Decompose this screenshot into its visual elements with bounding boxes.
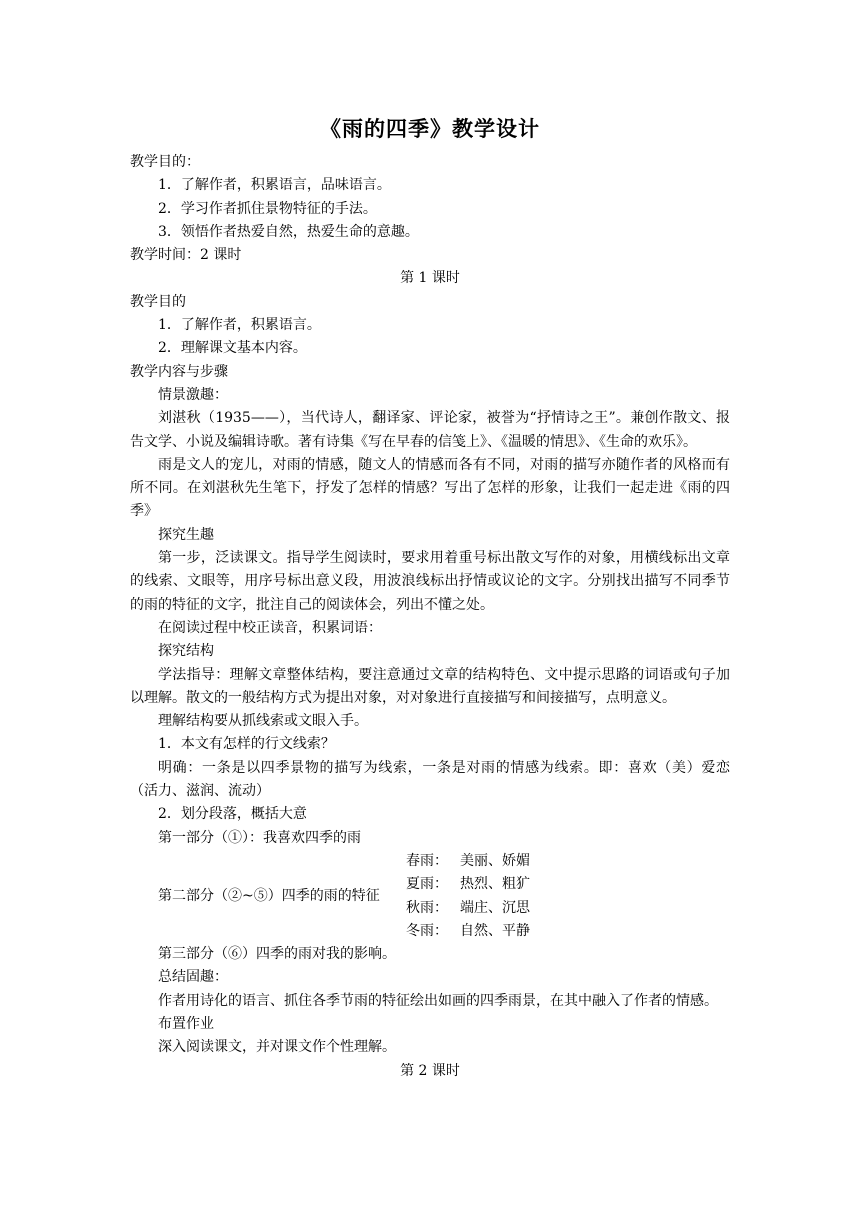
lesson-1-goal-item: 2．理解课文基本内容。 bbox=[158, 340, 307, 357]
season-name: 秋雨： bbox=[406, 899, 448, 916]
goal-item: 1．了解作者，积累语言，品味语言。 bbox=[158, 177, 391, 194]
section-heading: 总结固趣： bbox=[158, 969, 228, 986]
season-name: 夏雨： bbox=[406, 876, 448, 893]
lesson-2-heading: 第 2 课时 bbox=[400, 1062, 460, 1079]
part-one: 第一部分（①）：我喜欢四季的雨 bbox=[158, 829, 361, 846]
part-two: 第二部分（②~⑤）四季的雨的特征 bbox=[158, 887, 380, 904]
answer: 明确：一条是以四季景物的描写为线索，一条是对雨的情感为线索。即：喜欢（美）爱恋（活力、滋润、流动） bbox=[130, 759, 730, 800]
question: 2．划分段落，概括大意 bbox=[158, 806, 307, 823]
season-desc: 端庄、沉思 bbox=[460, 899, 530, 916]
goal-heading: 教学目的： bbox=[130, 154, 200, 170]
season-name: 冬雨： bbox=[406, 922, 448, 939]
section-heading: 探究结构 bbox=[158, 643, 214, 660]
season-desc: 热烈、粗犷 bbox=[460, 876, 530, 893]
document-title: 《雨的四季》教学设计 bbox=[320, 117, 540, 141]
goal-item: 3．领悟作者热爱自然，热爱生命的意趣。 bbox=[158, 223, 419, 240]
season-row bbox=[406, 897, 730, 920]
section-heading: 情景激趣： bbox=[158, 386, 228, 403]
paragraph: 理解结构要从抓线索或文眼入手。 bbox=[158, 713, 368, 730]
paragraph: 学法指导：理解文章整体结构，要注意通过文章的结构特色、文中提示思路的词语或句子加以理解。散文的一般结构方式为提出对象，对对象进行直接描写和间接描写，点明意义。 bbox=[130, 666, 730, 706]
paragraph: 刘湛秋（1935——），当代诗人，翻译家、评论家，被誉为“抒情诗之王”。兼创作散文、报告文学、小说及编辑诗歌。著有诗集《写在早春的信笺上》、《温暖的情思》、《生命的欢乐》。 bbox=[130, 410, 730, 450]
teaching-time: 教学时间：2 课时 bbox=[130, 247, 242, 264]
season-row bbox=[406, 873, 730, 896]
steps-heading: 教学内容与步骤 bbox=[130, 363, 228, 380]
season-name: 春雨： bbox=[406, 852, 448, 869]
season-desc: 美丽、娇媚 bbox=[460, 852, 530, 869]
paragraph: 第一步，泛读课文。指导学生阅读时，要求用着重号标出散文写作的对象，用横线标出文章的线索、文眼等，用序号标出意义段，用波浪线标出抒情或议论的文字。分别找出描写不同季节的雨的特征的文字，批注自己的阅读体会，列出不懂之处。 bbox=[130, 550, 730, 613]
paragraph: 在阅读过程中校正读音，积累词语： bbox=[158, 619, 382, 636]
document-body bbox=[130, 151, 730, 1083]
section-heading: 布置作业 bbox=[158, 1015, 214, 1032]
paragraph: 雨是文人的宠儿，对雨的情感，随文人的情感而各有不同，对雨的描写亦随作者的风格而有所不同。在刘湛秋先生笔下，抒发了怎样的情感？写出了怎样的形象，让我们一起走进《雨的四季》 bbox=[130, 456, 730, 520]
lesson-1-goal-heading: 教学目的 bbox=[130, 293, 186, 310]
goal-item: 2．学习作者抓住景物特征的手法。 bbox=[158, 200, 377, 217]
question: 1．本文有怎样的行文线索？ bbox=[158, 736, 335, 753]
paragraph: 深入阅读课文，并对课文作个性理解。 bbox=[158, 1039, 396, 1056]
section-heading: 探究生趣 bbox=[158, 526, 214, 543]
season-desc: 自然、平静 bbox=[460, 922, 530, 939]
lesson-1-goal-item: 1．了解作者，积累语言。 bbox=[158, 317, 321, 334]
lesson-1-heading: 第 1 课时 bbox=[400, 270, 460, 287]
part-two-outline bbox=[130, 850, 730, 943]
season-row bbox=[406, 850, 730, 873]
paragraph: 作者用诗化的语言、抓住各季节雨的特征绘出如画的四季雨景，在其中融入了作者的情感。 bbox=[158, 992, 718, 1009]
part-three: 第三部分（⑥）四季的雨对我的影响。 bbox=[158, 946, 396, 963]
season-list bbox=[406, 850, 730, 943]
season-row bbox=[406, 920, 730, 943]
